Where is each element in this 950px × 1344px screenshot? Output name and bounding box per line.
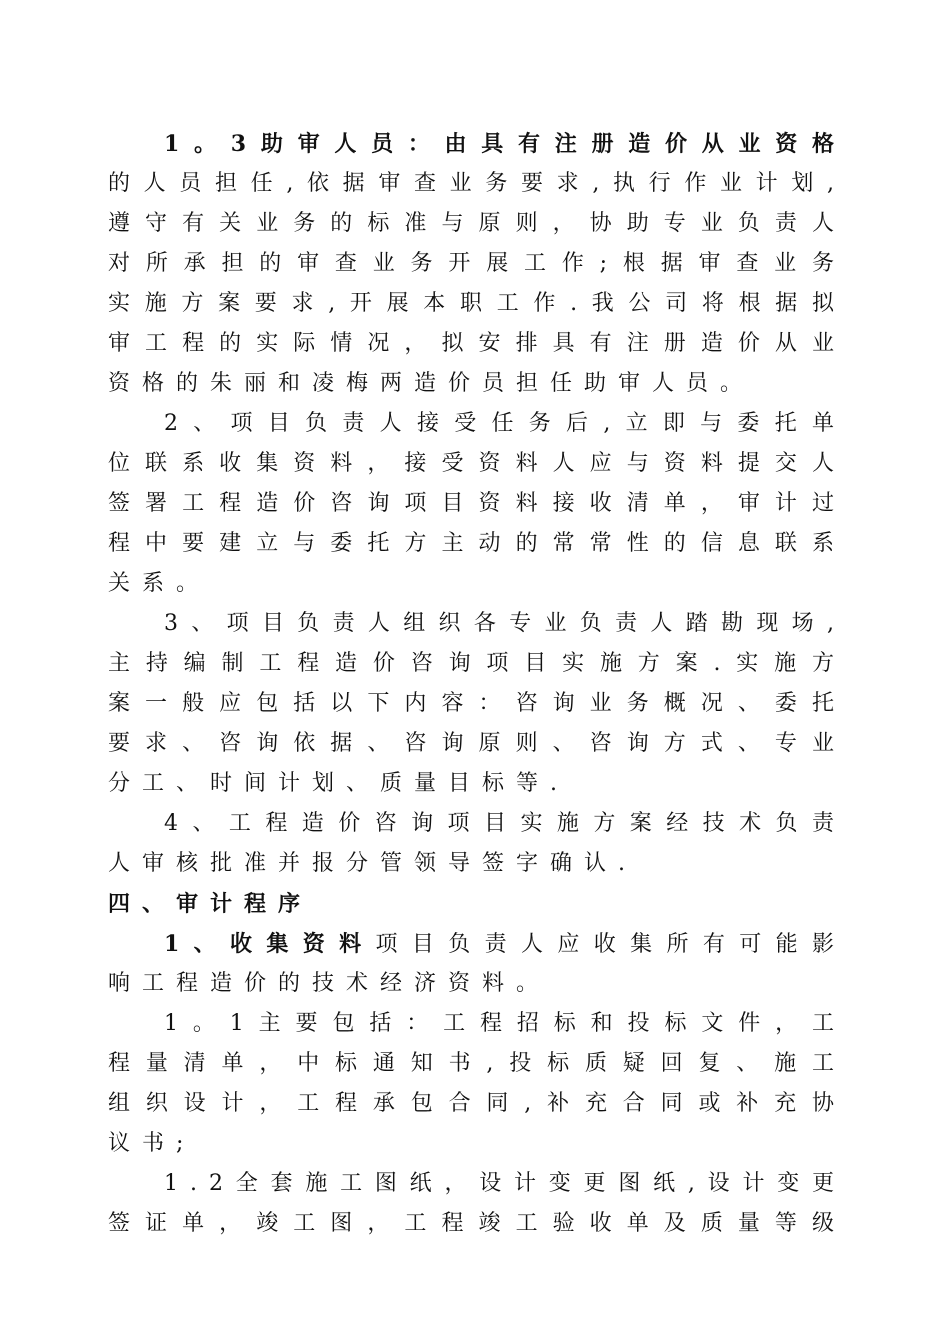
text-line: 议书; — [108, 1131, 196, 1156]
text-line: 对所承担的审查业务开展工作;根据审查业务 — [108, 251, 846, 276]
text-line: 组织设计，工程承包合同,补充合同或补充协 — [108, 1091, 846, 1116]
text-line: 主持编制工程造价咨询项目实施方案.实施方 — [108, 651, 846, 676]
text-line: 1。1主要包括：工程招标和投标文件，工 — [164, 1011, 846, 1036]
text-line: 实施方案要求,开展本职工作.我公司将根据拟 — [108, 291, 846, 316]
text-line: 2、项目负责人接受任务后,立即与委托单 — [164, 411, 846, 436]
text-line: 人审核批准并报分管领导签字确认. — [108, 851, 637, 876]
text-line: 签证单，竣工图，工程竣工验收单及质量等级 — [108, 1211, 846, 1236]
text-run: 项目负责人应收集所有可能影 — [375, 932, 846, 957]
text-line — [108, 924, 846, 964]
text-line: 程中要建立与委托方主动的常常性的信息联系 — [108, 531, 846, 556]
section-heading: 四、审计程序 — [108, 891, 313, 917]
text-line: 资格的朱丽和凌梅两造价员担任助审人员。 — [108, 371, 755, 396]
text-line: 审工程的实际情况，拟安排具有注册造价从业 — [108, 331, 846, 356]
text-line: 3、项目负责人组织各专业负责人踏勘现场, — [164, 611, 846, 636]
text-line: 1.2全套施工图纸，设计变更图纸,设计变更 — [164, 1171, 846, 1196]
text-line: 位联系收集资料，接受资料人应与资料提交人 — [108, 451, 846, 476]
text-line: 1。3助审人员：由具有注册造价从业资格 — [164, 131, 846, 157]
text-line: 程量清单，中标通知书,投标质疑回复、施工 — [108, 1051, 846, 1076]
text-line: 遵守有关业务的标准与原则，协助专业负责人 — [108, 211, 846, 236]
text-line: 要求、咨询依据、咨询原则、咨询方式、专业 — [108, 731, 846, 756]
document-body — [108, 124, 846, 1244]
text-line: 分工、时间计划、质量目标等. — [108, 771, 569, 796]
text-line: 关系。 — [108, 571, 211, 596]
text-line: 4、工程造价咨询项目实施方案经技术负责 — [164, 811, 846, 836]
text-line: 响工程造价的技术经济资料。 — [108, 971, 551, 996]
text-line: 签署工程造价咨询项目资料接收清单，审计过 — [108, 491, 846, 516]
subheading: 1、收集资料 — [164, 931, 376, 957]
text-line: 的人员担任,依据审查业务要求,执行作业计划, — [108, 171, 846, 196]
text-line: 案一般应包括以下内容：咨询业务概况、委托 — [108, 691, 846, 716]
